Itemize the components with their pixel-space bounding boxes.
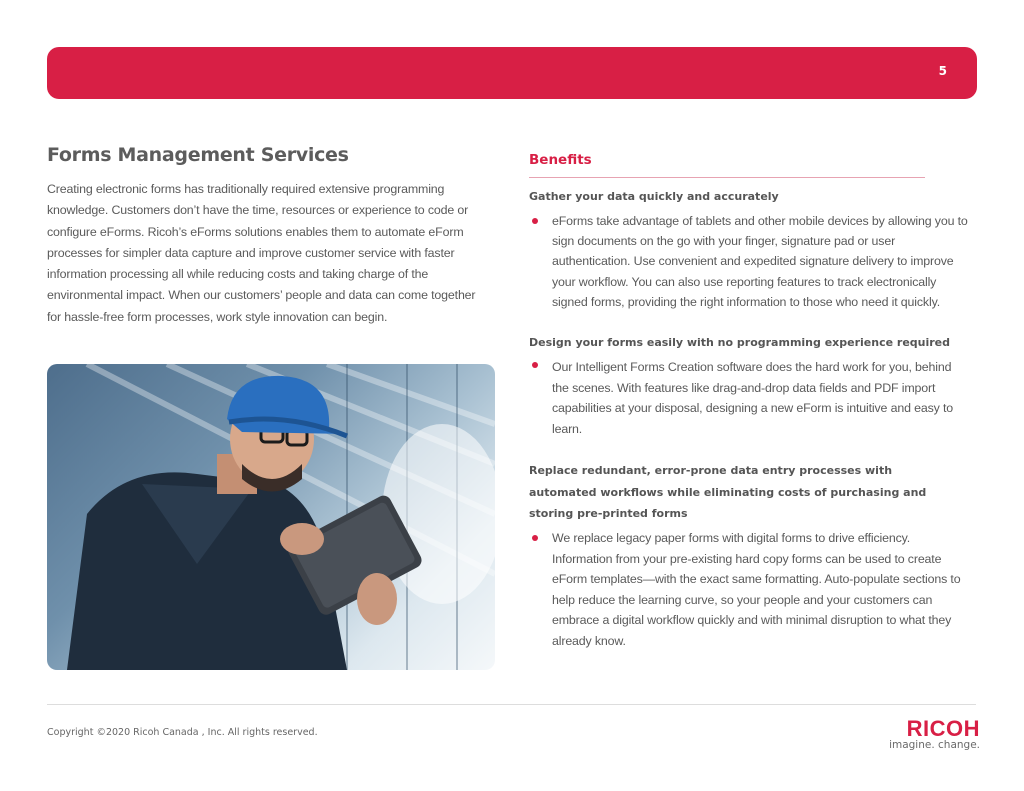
benefit-heading-design-forms: Design your forms easily with no programming experience required xyxy=(529,336,951,349)
page-number: 5 xyxy=(938,64,947,78)
header-banner xyxy=(47,47,977,99)
bullet-dot-icon xyxy=(532,535,538,541)
bullet-text: eForms take advantage of tablets and other mobile devices by allowing you to sign documents on the go with your finger, signature pad or user authentication. Use convenient and expedited signature delivery to improve your workflow. You can also use reporting features to track electronically signed forms, providing the right information to those who need it quickly. xyxy=(552,214,968,309)
benefit-bullet-design-forms xyxy=(529,357,969,439)
bullet-dot-icon xyxy=(532,218,538,224)
bullet-text: We replace legacy paper forms with digital forms to drive efficiency. Information from your pre-existing hard copy forms can be used to create eForm templates—with the exact same formatting. Auto-populate sections to help reduce the learning curve, so your people and your customers can embrace a digital workflow quickly and with minimal disruption to what they already know. xyxy=(552,531,961,648)
logo-wordmark: RICOH xyxy=(906,716,980,741)
benefit-bullet-gather-data xyxy=(529,211,969,312)
logo-tagline: imagine. change. xyxy=(889,739,980,751)
copyright-notice: Copyright ©2020 Ricoh Canada , Inc. All rights reserved. xyxy=(47,727,318,738)
ricoh-logo xyxy=(880,718,980,751)
benefit-bullet-replace-data-entry xyxy=(529,528,969,651)
bullet-dot-icon xyxy=(532,362,538,368)
bullet-text: Our Intelligent Forms Creation software does the hard work for you, behind the scenes. With features like drag-and-drop data fields and PDF import capabilities at your disposal, designing a new eForm is intuitive and easy to learn. xyxy=(552,360,954,436)
intro-paragraph: Creating electronic forms has traditionally required extensive programming knowledge. Customers don’t have the time, resources or experience to code or configure eForms. Ricoh’s eForms solutions enables them to automate eForm processes for simpler data capture and improve customer service with faster information processing all while reducing costs and taking charge of the environmental impact. When our customers’ people and data can come together for hassle-free form processes, work style innovation can begin. xyxy=(47,182,476,324)
worker-with-tablet-photo xyxy=(47,364,495,670)
benefit-heading-replace-data-entry: Replace redundant, error-prone data entry processes with automated workflows while eliminating costs of purchasing and storing pre-printed forms xyxy=(529,464,927,520)
footer-divider xyxy=(47,704,976,705)
benefits-heading: Benefits xyxy=(529,152,592,168)
benefits-divider xyxy=(529,177,925,178)
benefit-heading-gather-data: Gather your data quickly and accurately xyxy=(529,190,779,203)
photo-illustration xyxy=(47,364,495,670)
page-title: Forms Management Services xyxy=(47,144,349,166)
